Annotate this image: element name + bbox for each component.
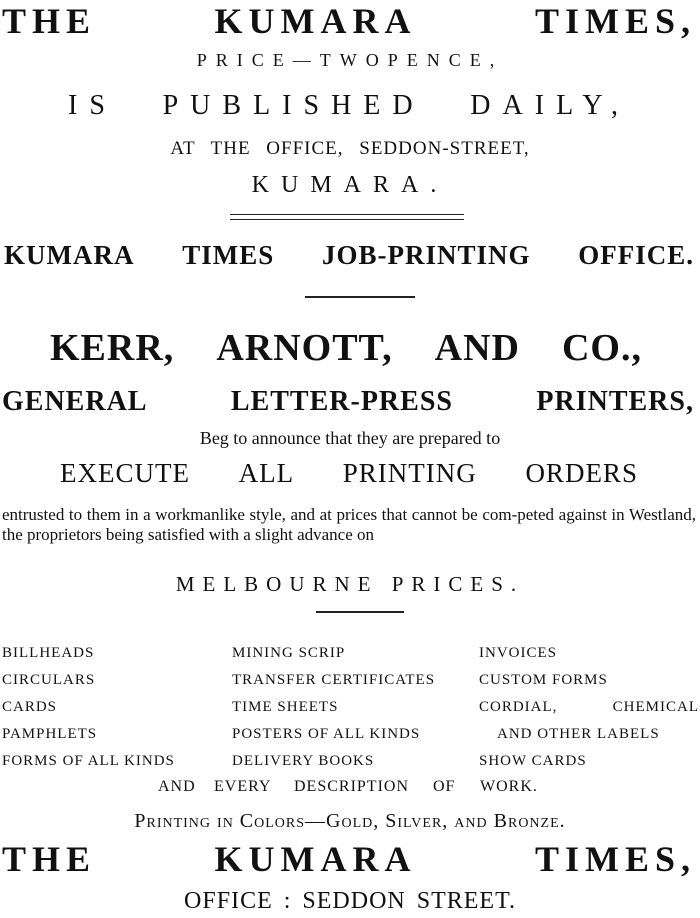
trade-word: GENERAL [2,386,148,417]
masthead-top [0,0,700,44]
published-word: PUBLISHED [162,90,425,121]
trade-heading [0,386,700,418]
masthead-word: KUMARA [214,839,417,879]
service-item: INVOICES [479,645,557,661]
firm-word: KERR, [50,327,175,369]
short-rule [305,296,415,298]
service-item: PAMPHLETS [2,726,98,742]
execute-word: EXECUTE [60,458,190,488]
service-item: SHOW CARDS [479,753,587,769]
double-rule-bottom [230,219,464,220]
job-title-word: TIMES [182,240,275,270]
services-column-2 [232,640,435,775]
colors-printing-line: Printing in Colors—Gold, Silver, and Bronze. [134,810,566,832]
melbourne-prices-line: MELBOURNE PRICES. [175,572,525,596]
job-title-word: OFFICE. [578,240,694,270]
every-word: WORK. [480,778,538,795]
trade-word: PRINTERS, [536,386,694,417]
masthead-word: KUMARA [214,1,417,41]
body-paragraph: entrusted to them in a workmanlike style, and at prices that cannot be com-peted against in Westland, the proprietors being satisfied with a slight advance on [2,505,696,544]
service-item-cordial-chemical [479,694,699,721]
service-item: TIME SHEETS [232,699,339,715]
service-item: AND OTHER LABELS [497,726,660,742]
service-item: DELIVERY BOOKS [232,753,375,769]
execute-word: ALL [238,458,295,488]
firm-name-heading [0,326,700,370]
every-word: EVERY [214,778,272,795]
trade-word: LETTER-PRESS [230,386,453,417]
service-item: POSTERS OF ALL KINDS [232,726,421,742]
masthead-word: THE [2,1,97,41]
service-item: TRANSFER CERTIFICATES [232,672,436,688]
services-column-1 [2,640,175,775]
service-item: MINING SCRIP [232,645,346,661]
job-printing-office-heading [0,240,700,271]
town-line: KUMARA. [251,172,449,198]
service-item: CIRCULARS [2,672,96,688]
service-item: CARDS [2,699,58,715]
service-item: CORDIAL, [479,699,558,715]
masthead-word: THE [2,839,97,879]
office-footer-line: OFFICE : SEDDON STREET. [184,888,516,914]
execute-word: PRINTING [342,458,477,488]
job-title-word: KUMARA [4,240,135,270]
double-rule-top [230,214,464,215]
masthead-word: TIMES, [534,1,696,41]
price-line: PRICE—TWOPENCE, [196,50,504,70]
published-word: IS [68,90,117,121]
job-title-word: JOB-PRINTING [321,240,531,270]
announcement-line: Beg to announce that they are prepared to [199,428,501,448]
services-column-3 [479,640,699,775]
short-rule-2 [316,611,404,613]
execute-word: ORDERS [525,458,638,488]
published-word: DAILY, [470,90,630,121]
masthead-word: TIMES, [534,839,696,879]
every-word: OF [433,778,456,795]
masthead-bottom [0,838,700,882]
every-word: AND [158,778,196,795]
published-daily-line [0,90,700,122]
service-item: CHEMICAL [612,699,699,715]
service-item: FORMS OF ALL KINDS [2,753,175,769]
service-item: BILLHEADS [2,645,95,661]
service-item: CUSTOM FORMS [479,672,608,688]
firm-word: ARNOTT, [216,327,393,369]
office-address-line: AT THE OFFICE, SEDDON-STREET, [170,138,530,159]
execute-orders-heading [0,458,700,489]
firm-word: CO., [561,327,642,369]
every-word: DESCRIPTION [294,778,410,795]
firm-word: AND [434,327,520,369]
